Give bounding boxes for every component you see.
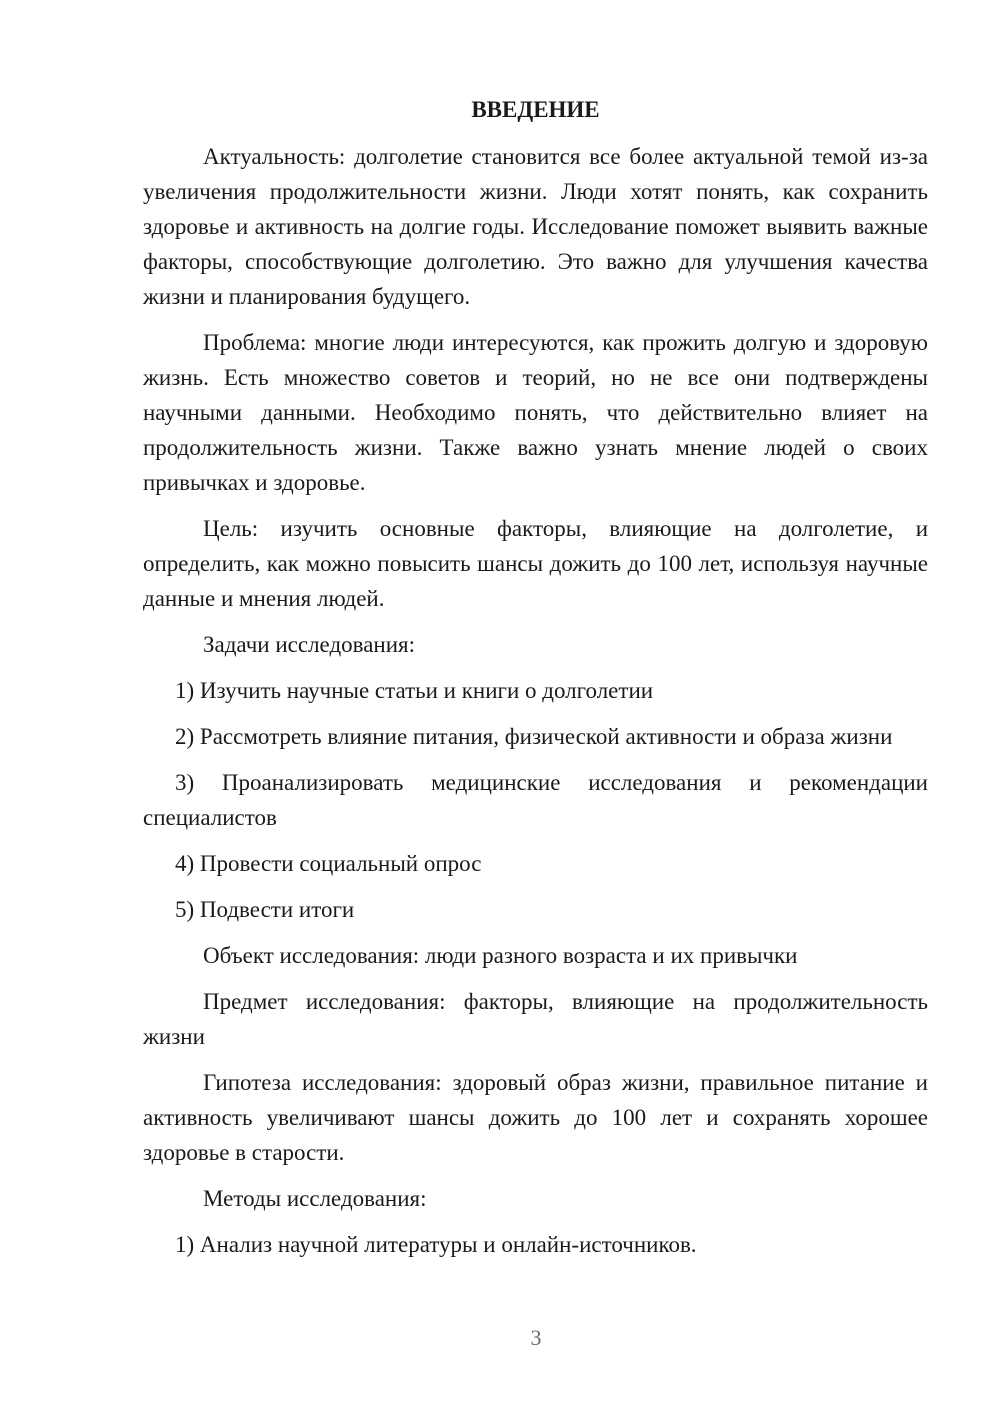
document-page: [143, 92, 928, 1273]
methods-heading: Методы исследования:: [203, 1186, 427, 1211]
method-item-1: 1) Анализ научной литературы и онлайн-источников.: [175, 1232, 697, 1257]
hypothesis-paragraph: Гипотеза исследования: здоровый образ жизни, правильное питание и активность увеличивают шансы дожить до 100 лет и сохранять хорошее здоровье в старости.: [143, 1070, 928, 1165]
subject-paragraph: Предмет исследования: факторы, влияющие на продолжительность жизни: [143, 989, 928, 1049]
section-title: ВВЕДЕНИЕ: [471, 97, 600, 122]
task-item-4: 4) Провести социальный опрос: [175, 851, 482, 876]
goal-paragraph: Цель: изучить основные факторы, влияющие на долголетие, и определить, как можно повысить шансы дожить до 100 лет, используя научные данные и мнения людей.: [143, 516, 928, 611]
tasks-heading: Задачи исследования:: [203, 632, 416, 657]
task-item-5: 5) Подвести итоги: [175, 897, 355, 922]
task-item-3: 3) Проанализировать медицинские исследования и рекомендации специалистов: [143, 770, 928, 830]
task-item-1: 1) Изучить научные статьи и книги о долголетии: [175, 678, 654, 703]
problem-paragraph: Проблема: многие люди интересуются, как прожить долгую и здоровую жизнь. Есть множество советов и теорий, но не все они подтверждены научными данными. Необходимо понять, что действительно влияет на продолжительность жизни. Также важно узнать мнение людей о своих привычках и здоровье.: [143, 330, 928, 495]
actuality-paragraph: Актуальность: долголетие становится все более актуальной темой из-за увеличения продолжительности жизни. Люди хотят понять, как сохранить здоровье и активность на долгие годы. Исследование поможет выявить важные факторы, способствующие долголетию. Это важно для улучшения качества жизни и планирования будущего.: [143, 144, 928, 309]
task-item-2: 2) Рассмотреть влияние питания, физической активности и образа жизни: [175, 724, 893, 749]
object-paragraph: Объект исследования: люди разного возраста и их привычки: [203, 943, 798, 968]
page-number: 3: [530, 1325, 542, 1350]
